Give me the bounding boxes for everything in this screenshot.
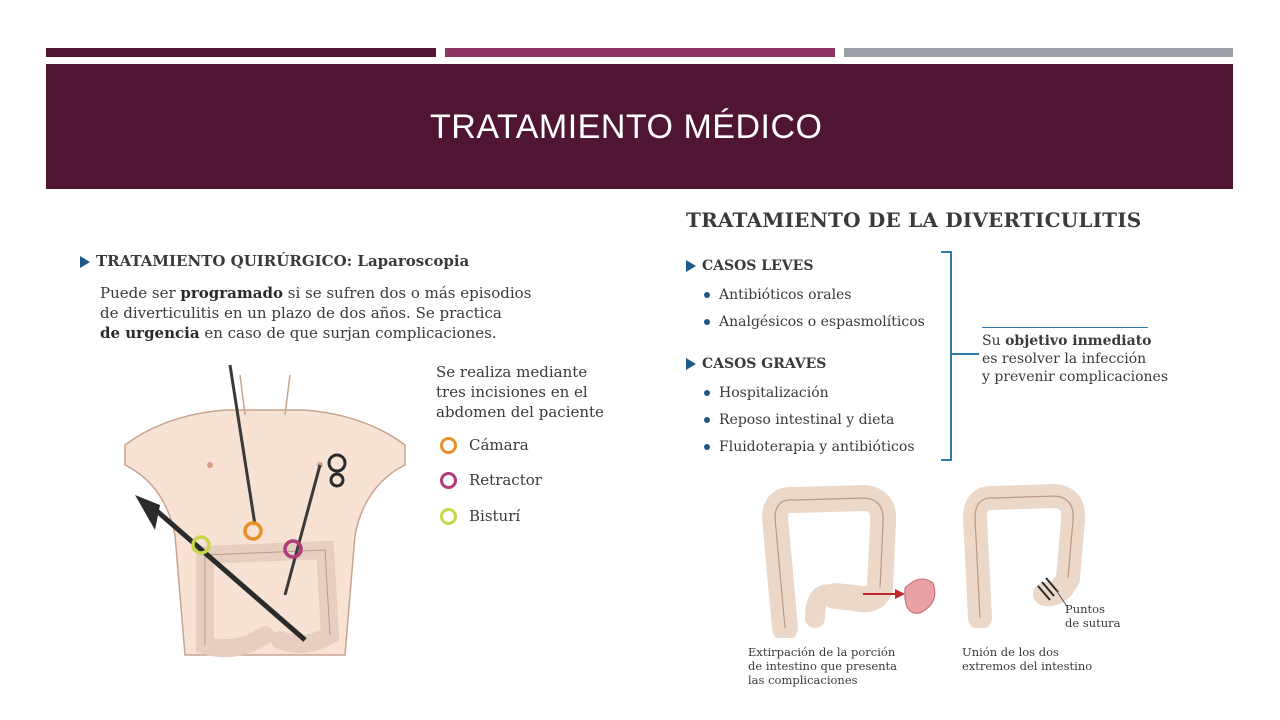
list-item-text: Analgésicos o espasmolíticos (719, 314, 925, 330)
surgical-heading (80, 252, 469, 270)
legend-camera (440, 436, 529, 454)
list-item-text: Reposo intestinal y dieta (719, 412, 895, 428)
laparoscopy-illustration (105, 355, 425, 685)
paragraph-line-3 (100, 324, 497, 342)
ring-orange-icon (440, 437, 457, 454)
list-item-text: Fluidoterapia y antibióticos (719, 439, 915, 455)
bracket-connector (935, 250, 985, 465)
accent-bar-gray (844, 48, 1233, 57)
severe-cases-title: CASOS GRAVES (702, 356, 827, 372)
severe-cases-heading (686, 356, 826, 372)
para-text: si se sufren dos o más episodios (282, 284, 532, 302)
diverticulitis-heading: TRATAMIENTO DE LA DIVERTICULITIS (686, 208, 1142, 232)
list-item (704, 439, 915, 455)
objective-line-2: es resolver la infección (982, 351, 1147, 367)
objective-line-3: y prevenir complicaciones (982, 369, 1169, 385)
list-item-text: Hospitalización (719, 385, 829, 401)
side-text-line-1: Se realiza mediante (436, 363, 588, 381)
paragraph-line-2: de diverticulitis en un plazo de dos años. Se practica (100, 304, 502, 322)
accent-bar-magenta (445, 48, 835, 57)
para-bold: programado (180, 284, 283, 302)
removal-caption-3: las complicaciones (748, 673, 858, 687)
list-item (704, 287, 852, 303)
list-item (704, 314, 925, 330)
bullet-dot-icon (704, 444, 710, 450)
para-bold: de urgencia (100, 324, 200, 342)
surgical-heading-text: TRATAMIENTO QUIRÚRGICO: Laparoscopia (96, 252, 470, 270)
ring-green-icon (440, 508, 457, 525)
objective-bold: objetivo inmediato (1005, 333, 1152, 349)
legend-scalpel (440, 507, 520, 525)
colon-removal-illustration (755, 478, 955, 638)
union-caption-2: extremos del intestino (962, 659, 1093, 673)
mild-cases-heading (686, 258, 813, 274)
objective-line-1 (982, 332, 1152, 350)
accent-bar-dark (46, 48, 436, 57)
removal-caption-2: de intestino que presenta (748, 659, 898, 673)
triangle-bullet-icon (686, 260, 696, 272)
mild-cases-title: CASOS LEVES (702, 258, 814, 274)
list-item-text: Antibióticos orales (719, 287, 852, 303)
objective-text: Su (982, 333, 1006, 349)
legend-label: Bisturí (469, 507, 521, 525)
removal-caption-1: Extirpación de la porción (748, 645, 896, 659)
list-item (704, 412, 894, 428)
triangle-bullet-icon (686, 358, 696, 370)
side-text-line-2: tres incisiones en el (436, 383, 588, 401)
legend-retractor (440, 471, 542, 489)
bullet-dot-icon (704, 292, 710, 298)
paragraph-line-1 (100, 284, 531, 302)
bullet-dot-icon (704, 417, 710, 423)
para-text: Puede ser (100, 284, 181, 302)
union-caption-1: Unión de los dos (962, 645, 1059, 659)
legend-label: Retractor (469, 471, 542, 489)
bullet-dot-icon (704, 319, 710, 325)
ring-magenta-icon (440, 472, 457, 489)
objective-rule (982, 327, 1148, 328)
para-text: en caso de que surjan complicaciones. (199, 324, 497, 342)
sutures-caption-1: Puntos (1065, 602, 1105, 616)
triangle-bullet-icon (80, 256, 90, 268)
bullet-dot-icon (704, 390, 710, 396)
slide-title: TRATAMIENTO MÉDICO (430, 108, 823, 146)
sutures-caption-2: de sutura (1065, 616, 1121, 630)
side-text-line-3: abdomen del paciente (436, 403, 604, 421)
list-item (704, 385, 829, 401)
legend-label: Cámara (469, 436, 529, 454)
